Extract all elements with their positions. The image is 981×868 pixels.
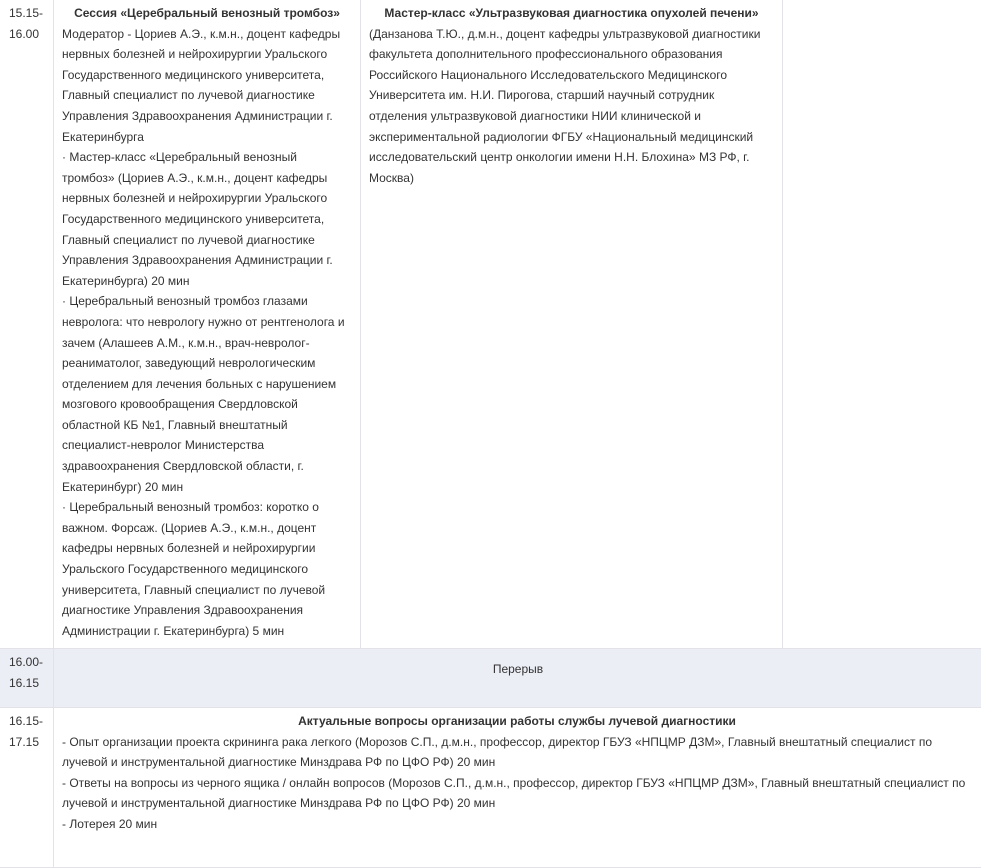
session-title: Мастер-класс «Ультразвуковая диагностика опухолей печени»: [369, 3, 774, 24]
session-cell: [361, 0, 783, 649]
session-moderator: Модератор - Цориев А.Э., к.м.н., доцент кафедры нервных болезней и нейрохирургии Уральского Государственного медицинского университета, Главный специалист по лучевой диагностике Управления Здравоохранения Администрации г. Екатеринбурга: [62, 24, 352, 148]
session-item: · Мастер-класс «Церебральный венозный тромбоз» (Цориев А.Э., к.м.н., доцент кафедры нервных болезней и нейрохирургии Уральского Государственного медицинского университета, Главный специалист по лучевой диагностике Управления Здравоохранения Администрации г. Екатеринбурга) 20 мин: [62, 147, 352, 291]
time-range: 16.00- 16.15: [9, 655, 43, 690]
session-cell: [54, 708, 981, 868]
session-item: · Церебральный венозный тромбоз глазами невролога: что неврологу нужно от рентгенолога и зачем (Алашеев А.М., к.м.н., врач-невролог-реаниматолог, заведующий неврологическим отделением для лечения больных с нарушением мозгового кровообращения Свердловской областной КБ №1, Главный внештатный специалист-невролог Министерства здравоохранения Свердловской области, г. Екатеринбург) 20 мин: [62, 291, 352, 497]
time-cell: [0, 708, 54, 868]
session-item: - Опыт организации проекта скрининга рака легкого (Морозов С.П., д.м.н., профессор, директор ГБУЗ «НПЦМР ДЗМ», Главный внештатный специалист по лучевой и инструментальной диагностике Минздрава РФ по ЦФО РФ) 20 мин: [62, 732, 972, 773]
empty-cell: [783, 0, 981, 649]
break-cell: [54, 649, 981, 708]
session-body: (Данзанова Т.Ю., д.м.н., доцент кафедры ультразвуковой диагностики факультета дополнительного профессионального образования Российского Национального Исследовательского Медицинского Университета им. Н.И. Пирогова, старший научный сотрудник отделения ультразвуковой диагностики НИИ клинической и экспериментальной радиологии ФГБУ «Национальный медицинский исследовательский центр онкологии имени Н.Н. Блохина» МЗ РФ, г. Москва): [369, 24, 774, 189]
time-range: 15.15- 16.00: [9, 6, 43, 41]
session-item: · Церебральный венозный тромбоз: коротко о важном. Форсаж. (Цориев А.Э., к.м.н., доцент кафедры нервных болезней и нейрохирургии Уральского Государственного медицинского университета, Главный специалист по лучевой диагностике Управления Здравоохранения Администрации г. Екатеринбурга) 5 мин: [62, 497, 352, 641]
session-cell: [54, 0, 361, 649]
session-item: - Ответы на вопросы из черного ящика / онлайн вопросов (Морозов С.П., д.м.н., профессор, директор ГБУЗ «НПЦМР ДЗМ», Главный внештатный специалист по лучевой и инструментальной диагностике Минздрава РФ по ЦФО РФ) 20 мин: [62, 773, 972, 814]
time-cell: [0, 0, 54, 649]
time-cell: [0, 649, 54, 708]
schedule-row: [0, 708, 981, 868]
session-title: Сессия «Церебральный венозный тромбоз»: [62, 3, 352, 24]
schedule-row-break: [0, 649, 981, 708]
session-item: - Лотерея 20 мин: [62, 814, 972, 835]
session-title: Актуальные вопросы организации работы службы лучевой диагностики: [62, 711, 972, 732]
break-label: Перерыв: [62, 652, 974, 680]
time-range: 16.15- 17.15: [9, 714, 43, 749]
